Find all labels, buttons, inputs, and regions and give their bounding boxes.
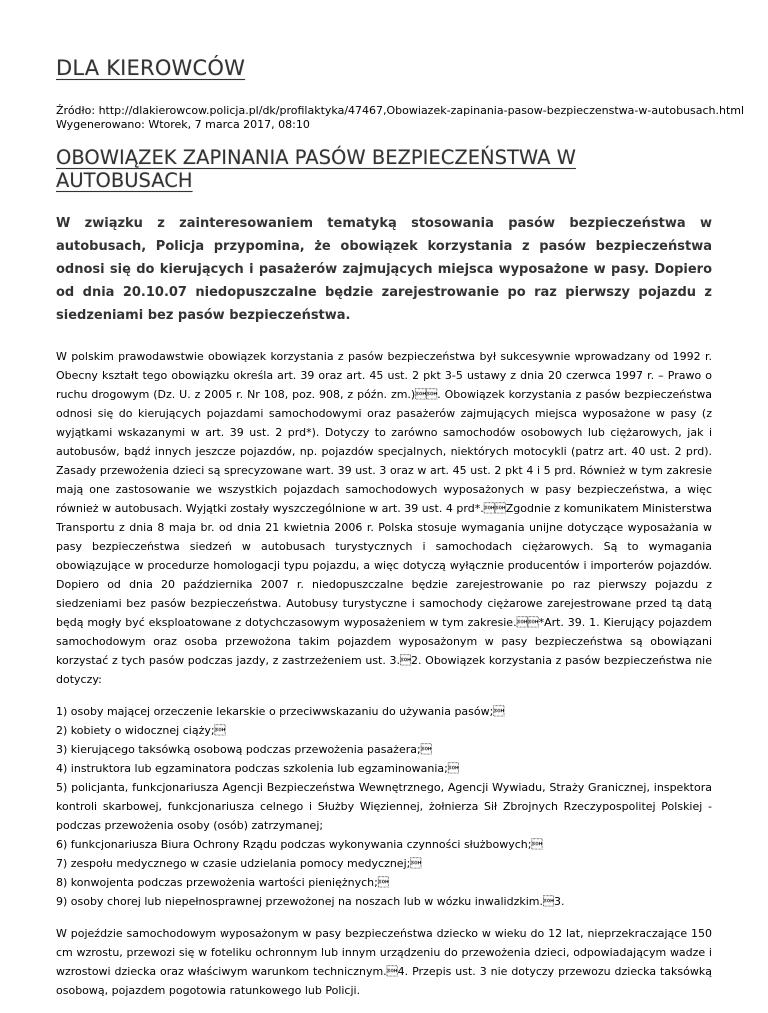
- site-title: DLA KIEROWCÓW: [56, 56, 246, 80]
- article-paragraph-2: W pojeździe samochodowym wyposażonym w pasy bezpieczeństwa dziecko w wieku do 12 lat, nieprzekraczające 150 cm wzrostu, przewozi się w foteliku ochronnym lub innym urządzeniu do przewożenia dzieci, odpowiadającym wadze i wzrostowi dziecka oraz właściwym warunkom technicznym.4. Przepis ust. 3 nie dotyczy przewozu dziecka taksówką osobową, pojazdem pogotowia ratunkowego lub Policji.: [56, 927, 712, 997]
- list-item: 7) zespołu medycznego w czasie udzielania pomocy medycznej;: [56, 857, 422, 870]
- list-item: 1) osoby mającej orzeczenie lekarskie o przeciwwskazaniu do używania pasów;: [56, 705, 505, 718]
- list-item: 2) kobiety o widocznej ciąży;: [56, 724, 226, 737]
- list-item: 6) funkcjonariusza Biura Ochrony Rządu podczas wykonywania czynności służbowych;: [56, 838, 543, 851]
- article-title: OBOWIĄZEK ZAPINANIA PASÓW BEZPIECZEŃSTWA W AUTOBUSACH: [56, 146, 576, 192]
- list-item: 9) osoby chorej lub niepełnosprawnej przewożonej na noszach lub w wózku inwalidzkim.3.: [56, 895, 565, 908]
- list-item: 3) kierującego taksówką osobową podczas przewożenia pasażera;: [56, 743, 432, 756]
- source-url: Źródło: http://dlakierowcow.policja.pl/dk/profilaktyka/47467,Obowiazek-zapinania-pasow-bezpieczenstwa-w-autobusach.html: [56, 104, 745, 117]
- generated-date: Wygenerowano: Wtorek, 7 marca 2017, 08:10: [56, 118, 310, 131]
- document-page: [56, 56, 745, 1013]
- list-item: 5) policjanta, funkcjonariusza Agencji Bezpieczeństwa Wewnętrznego, Agencji Wywiadu, Straży Granicznej, inspektora kontroli skarbowej, funkcjonariusza celnego i Służby Więziennej, żołnierza Sił Zbrojnych Rzeczypospolitej Polskiej - podczas przewożenia osoby (osób) zatrzymanej;: [56, 781, 712, 832]
- document-meta: [56, 104, 745, 132]
- list-item: 4) instruktora lub egzaminatora podczas szkolenia lub egzaminowania;: [56, 762, 459, 775]
- article-lead: W związku z zainteresowaniem tematyką stosowania pasów bezpieczeństwa w autobusach, Policja przypomina, że obowiązek korzystania z pasów bezpieczeństwa odnosi się do kierujących i pasażerów zajmujących miejsca wyposażone w pasy. Dopiero od dnia 20.10.07 niedopuszczalne będzie zarejestrowanie po raz pierwszy pojazdu z siedzeniami bez pasów bezpieczeństwa.: [56, 216, 712, 323]
- list-item: 8) konwojenta podczas przewożenia wartości pieniężnych;: [56, 876, 389, 889]
- article-paragraph-1: W polskim prawodawstwie obowiązek korzystania z pasów bezpieczeństwa był sukcesywnie wprowadzany od 1992 r. Obecny kształt tego obowiązku określa art. 39 oraz art. 45 ust. 2 pkt 3-5 ustawy z dnia 20 czerwca 1997 r. – Prawo o ruchu drogowym (Dz. U. z 2005 r. Nr 108, poz. 908, z późn. zm.). Obowiązek korzystania z pasów bezpieczeństwa odnosi się do kierujących pojazdami samochodowymi oraz pasażerów zajmujących miejsca wyposażone w pasy (z wyjątkami wskazanymi w art. 39 ust. 2 prd*). Dotyczy to zarówno samochodów osobowych lub ciężarowych, jak i autobusów, bądź innych jeszcze pojazdów, np. pojazdów specjalnych, niektórych motocykli (patrz art. 40 ust. 2 prd). Zasady przewożenia dzieci są sprecyzowane wart. 39 ust. 3 oraz w art. 45 ust. 2 pkt 4 i 5 prd. Również w tym zakresie mają one zastosowanie we wszystkich pojazdach samochodowych wyposażonych w pasy bezpieczeństwa, a więc również w autobusach. Wyjątki zostały wyszczególnione w art. 39 ust. 4 prd*.Zgodnie z komunikatem Ministerstwa Transportu z dnia 8 maja br. od dnia 21 kwietnia 2006 r. Polska stosuje wymagania unijne dotyczące wyposażania w pasy bezpieczeństwa siedzeń w autobusach turystycznych i samochodach ciężarowych. Są to wymagania obowiązujące w procedurze homologacji typu pojazdu, a więc dotyczą wyłącznie producentów i importerów pojazdów. Dopiero od dnia 20 października 2007 r. niedopuszczalne będzie zarejestrowanie po raz pierwszy pojazdu z siedzeniami bez pasów bezpieczeństwa. Autobusy turystyczne i samochody ciężarowe zarejestrowane przed tą datą będą mogły być eksploatowane z dotychczasowym wyposażeniem w tym zakresie.*Art. 39. 1. Kierujący pojazdem samochodowym oraz osoba przewożona takim pojazdem wyposażonym w pasy bezpieczeństwa są obowiązani korzystać z tych pasów podczas jazdy, z zastrzeżeniem ust. 3.2. Obowiązek korzystania z pasów bezpieczeństwa nie dotyczy:: [56, 350, 712, 686]
- exceptions-list: [56, 702, 712, 911]
